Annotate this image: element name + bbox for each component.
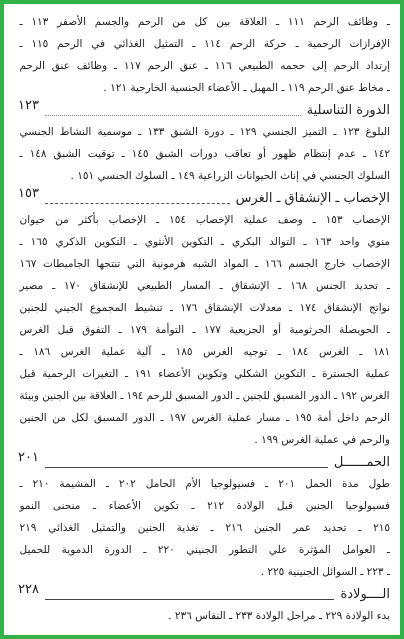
toc-entry-line [18,297,390,319]
toc-entry-text: ـ تحديد الجنس ١٦٨ ـ الإنشقاق ـ المسار الطبيعي للإنشقاق ١٧٠ ـ مصير [19,280,390,292]
toc-entry-line [18,341,390,363]
section-heading [18,451,390,473]
toc-entry-text: نواتج الإنشقاق ١٧٤ ـ معدلات الإنشقاق ١٧٦ ـ تنشيط المجموع الجيني للجنين [19,302,390,314]
toc-entry-text: البلوغ ١٢٣ ـ التميز الجنسي ١٢٩ ـ دورة الشبق ١٣٣ ـ موسمية النشاط الجنسي [19,126,390,138]
toc-entry-text: ـ العوامل المؤثرة علي التطور الجنيني ٢٢٠ ـ الدورة الدموية للحميل [19,544,390,556]
toc-entry-text: فسيولوجيا الجنين قبل الولادة ٢١٢ ـ تكوين الأعضاء ـ منحنى النمو [19,500,390,512]
leader-line [45,467,328,468]
toc-entry-text: الإخصاب ١٥٣ ـ وصف عملية الإخصاب ١٥٤ ـ الإخصاب بأكثر من حيوان [19,214,390,226]
toc-entry-line [18,275,390,297]
leader-line [45,599,335,600]
toc-entry-text: عملية الجسترة ـ التكوين الشكلي وتكوين الأعضاء ١٩١ ـ التغيرات الرحمية قبل [19,368,390,380]
toc-entry-text: إرتداد الرحم إلى حجمه الطبيعي ١١٦ ـ عنق الرحم ١١٧ ـ وظائف عنق الرحم [19,60,390,72]
toc-entry-text: بدء الولادة ٢٢٩ ـ مراحل الولادة ٢٣٣ ـ النفاس ٢٣٦ . [168,610,390,622]
toc-entry-line [18,517,390,539]
section-page-number: ٢٠١ [18,451,39,465]
toc-entry-text: ـ وظائف الرحم ١١١ ـ العلاقة بين كل من الرحم والجسم الأصفر ١١٣ ـ [19,16,390,28]
toc-entry-text: ـ مخاط عنق الرحم ١١٩ ـ المهبل ـ الأعضاء الجنسية الخارجية ١٢١ . [103,82,390,94]
section-title: الحمــــــل [333,455,390,470]
toc-entry-line [18,495,390,517]
toc-entry-line [18,231,390,253]
section-title: الــــولادة [340,587,390,602]
toc-entry-line [18,33,390,55]
section-page-number: ١٢٣ [18,99,39,113]
toc-entry-line [18,143,390,165]
toc-entry-text: ٢١٥ ـ تحديد عمر الجنين ٢١٦ ـ تغذية الجنين والتمثيل الغذائي ٢١٩ [19,522,390,534]
toc-entry-line [18,363,390,385]
toc-entry-text: الإخصاب خارج الجسم ١٦٦ ـ المواد الشبه هرمونية التي تنتجها الجاميطات ١٦٧ [19,258,390,270]
toc-entry-line [18,77,390,99]
section-heading [18,187,390,209]
toc-entry-text: الغرس ١٩٢ ـ الدور المسبق للجنين ـ الدور المسبق للرحم ١٩٤ ـ العلاقة بين الجنين وبيئة [19,390,390,402]
toc-entry-line [18,561,390,583]
section-heading [18,99,390,121]
toc-entry-line [18,11,390,33]
toc-entry-line [18,165,390,187]
section-title: الدورة التناسلية [306,103,390,118]
toc-entry-text: منوي واحد ١٦٣ ـ التوالد البكري ـ التكوين الأنثوي ـ التكوين الذكري ١٦٥ ـ [19,236,390,248]
leader-line [45,203,230,204]
toc-entry-text: السلوك الجنسي في إناث الحيوانات الزراعية ١٤٩ ـ السلوك الجنسي ١٥١ . [70,170,390,182]
toc-entry-line [18,121,390,143]
toc-entry-text: ١٤٢ ـ عدم إنتظام ظهور أو تعاقب دورات الشبق ١٤٥ ـ توقيت الشبق ١٤٨ ـ [19,148,390,160]
toc-entry-text: الإفرازات الرحمية ـ حركة الرحم ١١٤ ـ التمثيل الغذائي في الرحم ١١٥ ـ [19,38,390,50]
toc-entry-line [18,253,390,275]
toc-entry-line [18,429,390,451]
toc-entry-text: ـ ٢٢٣ ـ السوائل الجنينية ٢٢٥ . [260,566,390,578]
toc-entry-line [18,385,390,407]
leader-line [45,115,301,116]
toc-entry-text: والرحم في عملية الغرس ١٩٩ . [254,434,390,446]
section-title: الإخصاب ـ الإنشقاق ـ الغرس [235,191,390,206]
toc-entry-line [18,605,390,627]
toc-entry-line [18,209,390,231]
toc-entry-line [18,539,390,561]
section-heading [18,583,390,605]
toc-entry-text: ـ الحويصلة الجرثومية أو الجزيعية ١٧٧ ـ التوأمة ١٧٩ ـ التفوق قبل الغرس [19,324,390,336]
section-page-number: ٢٢٨ [18,583,39,597]
section-page-number: ١٥٣ [18,187,39,201]
toc-entry-text: طول مدة الحمل ٢٠١ ـ فسيولوجيا الأم الحامل ٢٠٢ ـ المشيمة ٢١٠ ـ [19,478,390,490]
toc-entry-text: ١٨١ ـ الغرس ١٨٤ ـ توجيه الغرس ١٨٥ ـ آلية عملية الغرس ١٨٦ ـ [19,346,390,358]
toc-entry-line [18,319,390,341]
toc-entry-line [18,407,390,429]
toc-entry-text: الرحم داخل أمة ١٩٥ ـ مسار عملية الغرس ١٩٧ ـ الدور المسبق لكل من الجنين [19,412,390,424]
toc-entry-line [18,55,390,77]
toc-entry-line [18,473,390,495]
